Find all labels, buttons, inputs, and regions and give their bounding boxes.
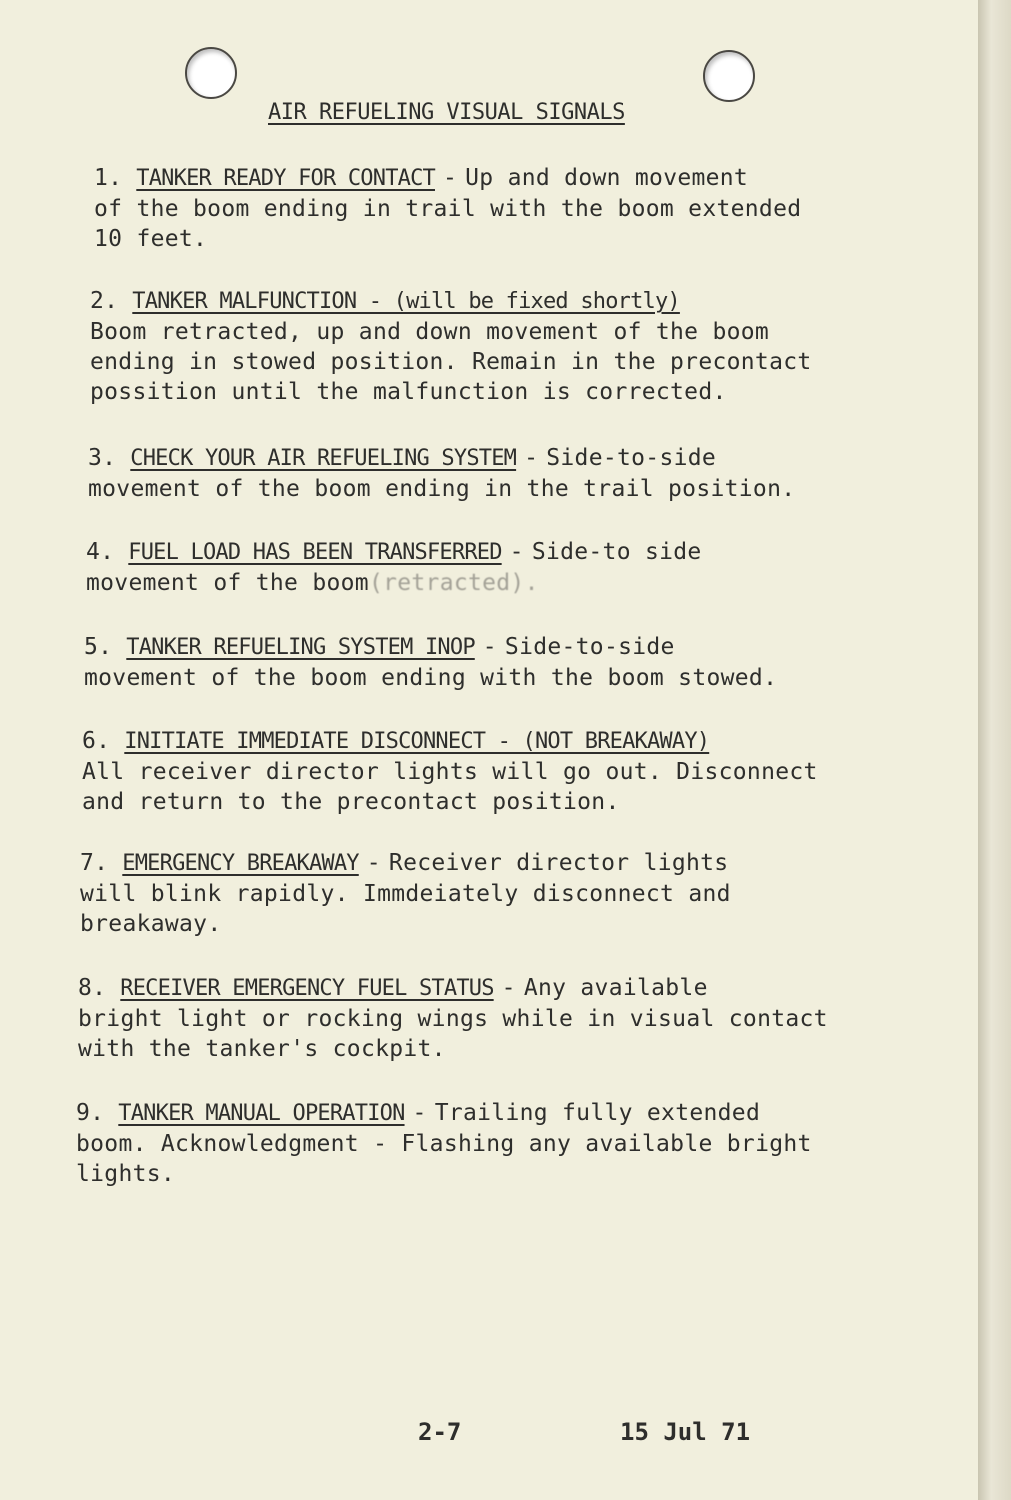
item-number: 4. [86,539,115,565]
signal-heading: CHECK YOUR AIR REFUELING SYSTEM [130,446,517,471]
smudged-text: (retracted). [368,570,539,596]
signal-heading: RECEIVER EMERGENCY FUEL STATUS [120,976,494,1001]
signal-item-5 [84,632,924,693]
signal-item-first-line [88,443,928,474]
signal-description-start: Any available [523,975,708,1001]
separator: - [509,539,524,565]
punch-hole-right [703,50,755,102]
signal-item-first-line [82,726,922,757]
signal-description-line: movement of the boom [86,570,369,596]
signal-description-line: of the boom ending in trail with the boom extended [94,196,802,222]
item-number: 9. [76,1100,105,1126]
signal-item-first-line [78,973,918,1004]
item-number: 8. [78,975,107,1001]
signal-item-8 [78,973,918,1064]
signal-item-2 [90,286,930,407]
signal-description-start: Side-to-side [546,445,717,471]
signal-description-line: 10 feet. [94,226,208,252]
separator: - [412,1100,427,1126]
signal-item-1 [94,163,934,254]
signal-item-3 [88,443,928,504]
item-number: 7. [80,850,109,876]
signal-description-line: and return to the precontact position. [82,789,620,815]
separator: - [524,445,539,471]
signal-description-line: All receiver director lights will go out. Disconnect [82,759,818,785]
signal-item-first-line [90,286,930,317]
signal-item-first-line [86,537,926,568]
signal-description-line-group [86,568,926,598]
signal-item-6 [82,726,922,817]
signal-item-first-line [94,163,934,194]
signal-heading: EMERGENCY BREAKAWAY [122,851,359,876]
signal-description-start: Receiver director lights [388,850,729,876]
signal-heading: TANKER REFUELING SYSTEM INOP [126,635,475,660]
signal-heading: TANKER MALFUNCTION - (will be fixed shortly) [132,289,680,314]
signal-heading: INITIATE IMMEDIATE DISCONNECT - (NOT BREAKAWAY) [124,729,710,754]
signal-description-line: boom. Acknowledgment - Flashing any available bright [76,1131,812,1157]
signal-description-line: bright light or rocking wings while in visual contact [78,1006,828,1032]
signal-item-first-line [84,632,924,663]
separator: - [482,634,497,660]
signal-description-line: breakaway. [80,911,222,937]
item-number: 5. [84,634,113,660]
signal-item-9 [76,1098,916,1189]
signal-description-line: ending in stowed position. Remain in the precontact [90,349,812,375]
separator: - [366,850,381,876]
signal-heading: TANKER READY FOR CONTACT [136,166,435,191]
signal-item-first-line [80,848,920,879]
separator: - [501,975,516,1001]
signal-item-7 [80,848,920,939]
item-number: 2. [90,288,119,314]
signal-description-line: lights. [76,1161,176,1187]
signal-item-4 [86,537,926,598]
page-edge [978,0,1011,1500]
item-number: 1. [94,165,123,191]
signal-description-line: Boom retracted, up and down movement of the boom [90,319,770,345]
signal-description-line: possition until the malfunction is corrected. [90,379,727,405]
signal-description-line: with the tanker's cockpit. [78,1036,446,1062]
item-number: 3. [88,445,117,471]
item-number: 6. [82,728,111,754]
signal-description-start: Side-to-side [504,634,675,660]
page-title: AIR REFUELING VISUAL SIGNALS [268,100,625,125]
punch-hole-left [185,47,237,99]
separator: - [442,165,458,191]
signal-heading: TANKER MANUAL OPERATION [118,1101,405,1126]
signal-description-line: movement of the boom ending with the boom stowed. [84,665,778,691]
revision-date: 15 Jul 71 [620,1418,751,1446]
signal-description-start: Trailing fully extended [434,1100,761,1126]
signal-description-line: movement of the boom ending in the trail position. [88,476,796,502]
signal-description-line: will blink rapidly. Immdeiately disconnect and [80,881,731,907]
signal-item-first-line [76,1098,916,1129]
page-number: 2-7 [418,1418,462,1446]
signal-description-start: Up and down movement [465,165,749,191]
signal-heading: FUEL LOAD HAS BEEN TRANSFERRED [128,540,502,565]
signal-description-start: Side-to side [531,539,702,565]
